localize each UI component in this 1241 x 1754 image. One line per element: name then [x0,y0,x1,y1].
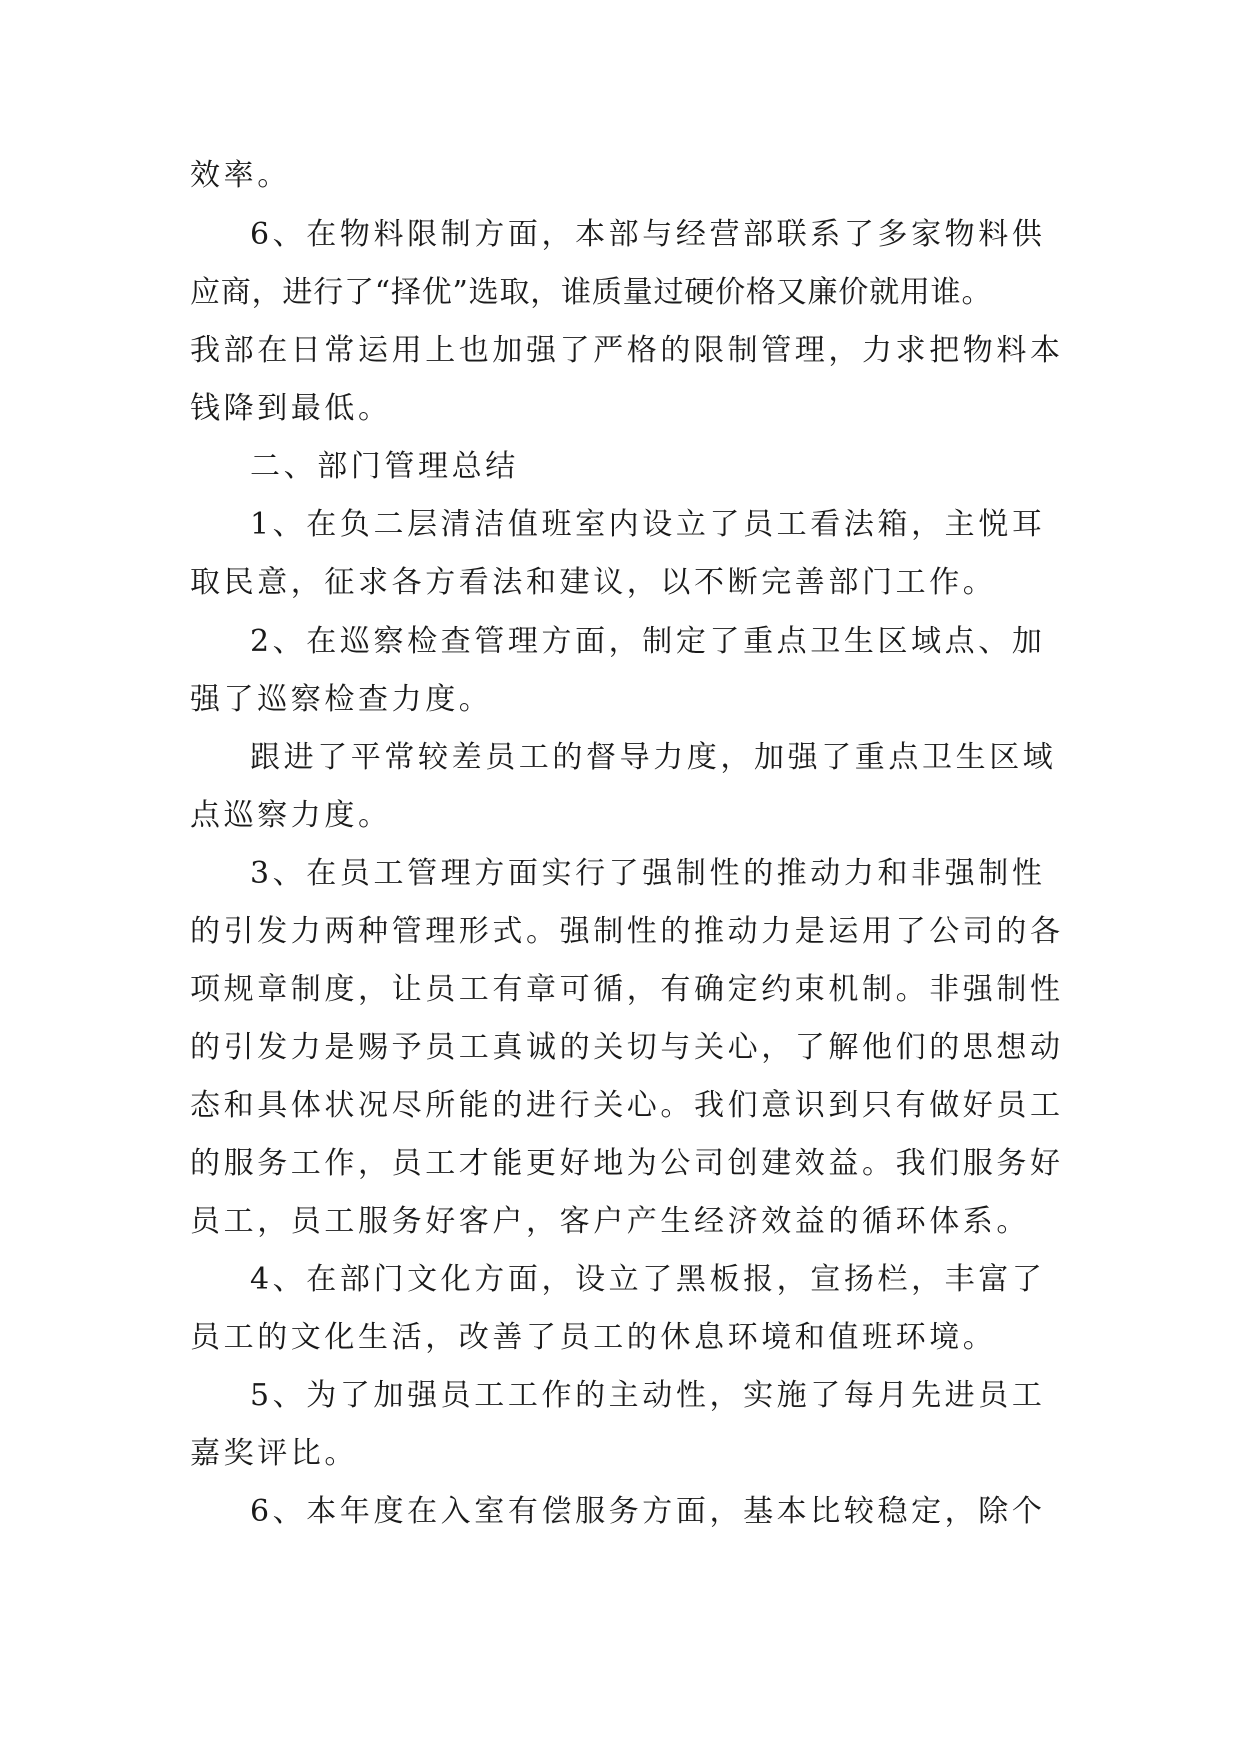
paragraph-inspection: 2、在巡察检查管理方面，制定了重点卫生区域点、加 [250,624,1046,659]
text-line: 点巡察力度。 [190,798,392,833]
paragraph-material-control: 6、在物料限制方面，本部与经营部联系了多家物料供 [250,217,1046,252]
text-line: 强了巡察检查力度。 [190,682,493,717]
paragraph-supervision: 跟进了平常较差员工的督导力度，加强了重点卫生区域 [250,740,1057,775]
text-line: 员工的文化生活，改善了员工的休息环境和值班环境。 [190,1320,997,1355]
text-line: 效率。 [190,158,291,193]
paragraph-department-culture: 4、在部门文化方面，设立了黑板报，宣扬栏，丰富了 [250,1262,1046,1297]
text-line: 的引发力是赐予员工真诚的关切与关心，了解他们的思想动 [190,1030,1064,1065]
text-line: 员工，员工服务好客户，客户产生经济效益的循环体系。 [190,1204,1030,1239]
text-line: 嘉奖评比。 [190,1436,358,1471]
paragraph-staff-management: 3、在员工管理方面实行了强制性的推动力和非强制性 [250,856,1046,891]
text-line: 应商，进行了“择优”选取，谁质量过硬价格又廉价就用谁。 [190,275,993,310]
text-line: 的引发力两种管理形式。强制性的推动力是运用了公司的各 [190,914,1064,949]
text-line: 钱降到最低。 [190,391,392,426]
text-line: 态和具体状况尽所能的进行关心。我们意识到只有做好员工 [190,1088,1064,1123]
text-line: 项规章制度，让员工有章可循，有确定约束机制。非强制性 [190,972,1064,1007]
section-heading: 二、部门管理总结 [250,449,519,484]
paragraph-staff-awards: 5、为了加强员工工作的主动性，实施了每月先进员工 [250,1378,1046,1413]
text-line: 我部在日常运用上也加强了严格的限制管理，力求把物料本 [190,333,1064,368]
text-line: 取民意，征求各方看法和建议，以不断完善部门工作。 [190,565,997,600]
paragraph-suggestion-box: 1、在负二层清洁值班室内设立了员工看法箱，主悦耳 [250,507,1046,542]
text-line: 的服务工作，员工才能更好地为公司创建效益。我们服务好 [190,1146,1064,1181]
paragraph-paid-service: 6、本年度在入室有偿服务方面，基本比较稳定，除个 [250,1494,1046,1529]
